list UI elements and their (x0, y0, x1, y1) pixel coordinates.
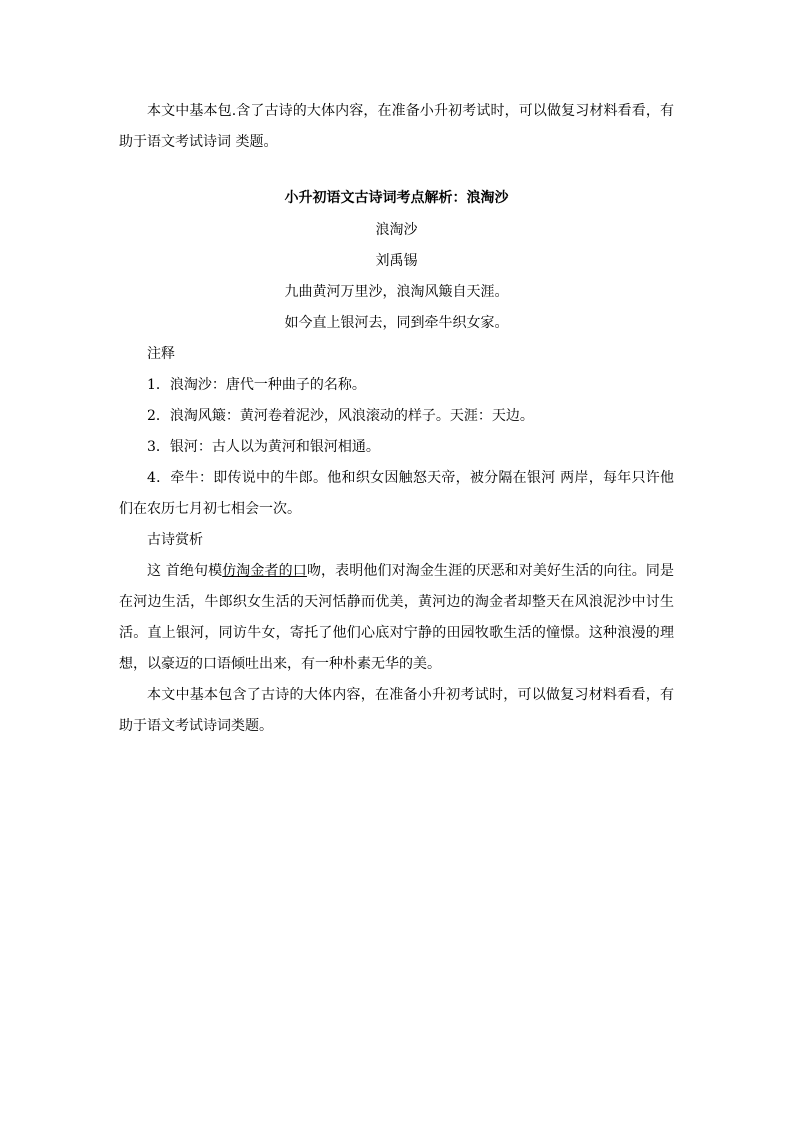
poem-name: 浪淘沙 (375, 222, 418, 238)
notes-heading: 注释 (147, 346, 175, 362)
outro-paragraph: 本文中基本包含了古诗的大体内容，在准备小升初考试时，可以做复习材料看看，有助于语文考试诗词类题。 (119, 687, 674, 734)
intro-paragraph: 本文中基本包.含了古诗的大体内容，在准备小升初考试时，可以做复习材料看看，有助于语文考试诗词 类题。 (119, 103, 674, 150)
appreciation-underlined-text: 仿淘金者的口 (222, 563, 307, 579)
note-item-2: 2．浪淘风簸：黄河卷着泥沙，风浪滚动的样子。天涯：天边。 (147, 408, 534, 424)
poem-author: 刘禹锡 (375, 253, 418, 269)
document-page (119, 96, 674, 742)
note-item-3: 3．银河：古人以为黄河和银河相通。 (147, 439, 380, 455)
appreciation-heading: 古诗赏析 (147, 532, 203, 548)
poem-line-2: 如今直上银河去，同到牵牛织女家。 (284, 315, 509, 331)
note-item-1: 1．浪淘沙：唐代一种曲子的名称。 (147, 377, 366, 393)
appreciation-paragraph (119, 556, 674, 680)
article-title: 小升初语文古诗词考点解析：浪淘沙 (284, 190, 509, 206)
poem-line-1: 九曲黄河万里沙，浪淘风簸自天涯。 (284, 284, 509, 300)
appreciation-text-rest: 吻，表明他们对淘金生涯的厌恶和对美好生活的向往。同是在河边生活，牛郎织女生活的天河恬静而优美，黄河边的淘金者却整天在风浪泥沙中讨生活。直上银河，同访牛女，寄托了他们心底对宁静的田园牧歌生活的憧憬。这种浪漫的理想，以豪迈的口语倾吐出来，有一种朴素无华的美。 (119, 563, 675, 672)
note-item-4: 4．牵牛：即传说中的牛郎。他和织女因触怒天帝，被分隔在银河 两岸，每年只许他们在农历七月初七相会一次。 (119, 470, 674, 517)
appreciation-text-start: 这 首绝句模 (147, 563, 223, 579)
